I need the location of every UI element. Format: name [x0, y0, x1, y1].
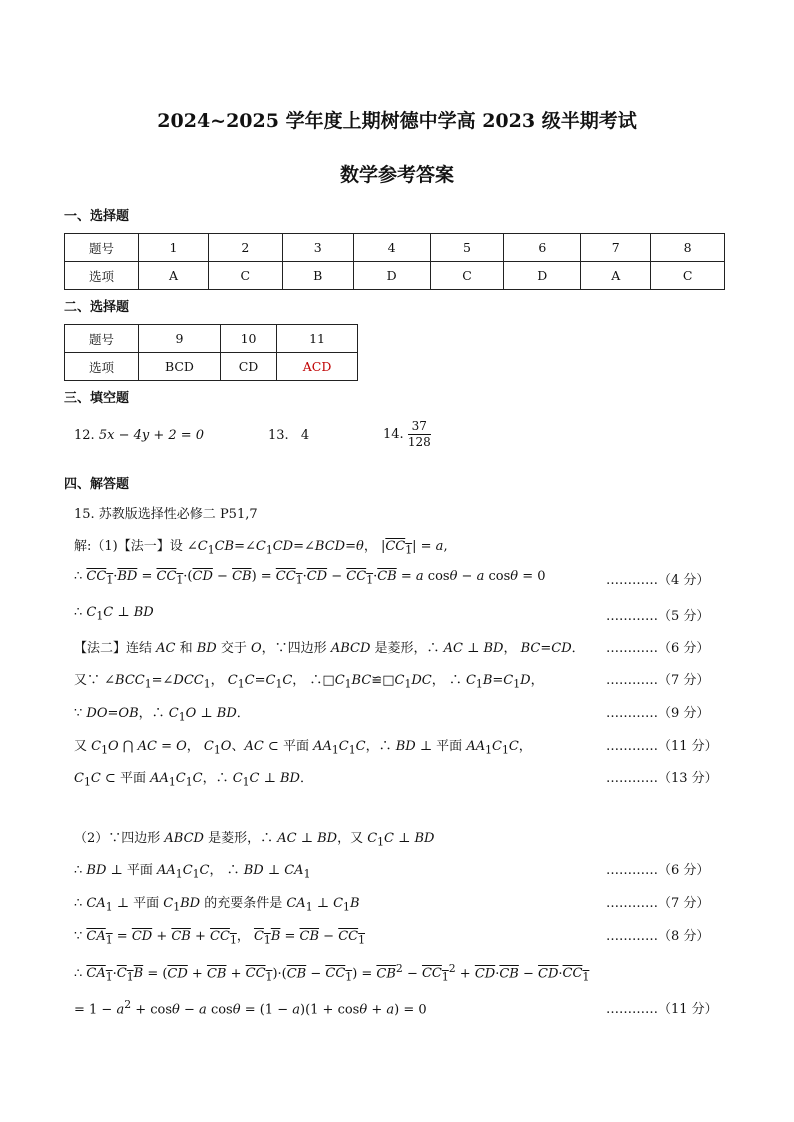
table-cell: A	[581, 262, 651, 290]
score-mark: …………（4 分）	[606, 573, 710, 588]
score-mark: …………（11 分）	[606, 739, 718, 754]
answer-value: 4	[300, 428, 310, 443]
table-cell: 3	[282, 234, 353, 262]
question-number: 14.	[383, 427, 404, 442]
table-cell: BCD	[139, 353, 221, 381]
section-heading-choice: 一、选择题	[64, 209, 130, 224]
section-heading-fill-blank: 三、填空题	[64, 391, 130, 406]
table-cell: C	[651, 262, 725, 290]
answer-14	[383, 419, 431, 450]
table-cell: CD	[220, 353, 276, 381]
denominator: 128	[407, 435, 431, 449]
question-number: 13.	[268, 428, 289, 443]
score-mark: …………（6 分）	[606, 863, 710, 878]
solution-line: ∵ $CA_1 = \overline{CD} + \overline{CB} + CC_1$， $C_1B = \overline{CB} - CC_1$	[74, 929, 366, 947]
score-mark: …………（5 分）	[606, 609, 710, 624]
fraction	[408, 419, 431, 450]
table-cell: D	[353, 262, 430, 290]
solution-line: ∵ DO=OB，∴ $C_1O$ ⊥ BD．	[74, 706, 250, 724]
solution-line: 【法二】连结 AC 和 BD 交于 O，∵四边形 ABCD 是菱形，∴ AC ⊥ BD， BC=CD．	[74, 641, 585, 656]
solution-line: 又 $C_1O$ ⋂ AC = O， $C_1O$、AC ⊂ 平面 $AA_1C_1C$，∴ BD ⊥ 平面 $AA_1C_1C$，	[74, 739, 532, 757]
solution-line: ∴ BD ⊥ 平面 $AA_1C_1C$， ∴ BD ⊥ $CA_1$	[74, 863, 311, 881]
answer-12	[74, 428, 204, 443]
table-cell: 9	[139, 325, 221, 353]
table-cell: 6	[504, 234, 581, 262]
table-cell: 选项	[65, 353, 139, 381]
page-title: 2024~2025 学年度上期树德中学高 2023 级半期考试	[157, 110, 637, 132]
answer-value: 5x − 4y + 2 = 0	[98, 428, 205, 443]
section-heading-multi-choice: 二、选择题	[64, 300, 130, 315]
score-mark: …………（7 分）	[606, 896, 710, 911]
table-cell: 10	[220, 325, 276, 353]
solution-line: = $1 - a^2 + \cos\theta - a$ cosθ = (1 − a)(1 + cosθ + a) = 0	[74, 998, 427, 1018]
section-heading-solutions: 四、解答题	[64, 477, 130, 492]
table-cell: 题号	[65, 325, 139, 353]
table-cell: A	[139, 262, 209, 290]
score-mark: …………（6 分）	[606, 641, 710, 656]
table-cell: D	[504, 262, 581, 290]
solution-line: 解:（1)【法一】设 $\angle C_1CB=\angle C_1CD=\angle BCD=\theta$， $|CC_1| = a$,	[74, 539, 448, 557]
table-cell: 题号	[65, 234, 139, 262]
table-cell: B	[282, 262, 353, 290]
table-cell-highlighted: ACD	[277, 353, 358, 381]
table-cell: 8	[651, 234, 725, 262]
table-cell: 1	[139, 234, 209, 262]
score-mark: …………（9 分）	[606, 706, 710, 721]
solution-line: ∴ $CC_1\cdot\overline{BD} = CC_1\cdot(\overline{CD} - \overline{CB}) = CC_1\cdot\overline{CD} - CC_1\cdot\overline{CB} = a$ cosθ − a cosθ = 0	[74, 569, 546, 587]
score-mark: …………（7 分）	[606, 673, 710, 688]
table-cell: 7	[581, 234, 651, 262]
score-mark: …………（8 分）	[606, 929, 710, 944]
score-mark: …………（11 分）	[606, 1002, 718, 1017]
multi-choice-answer-table	[64, 324, 358, 381]
choice-answer-table	[64, 233, 725, 290]
solution-line: ∴ $CA_1$ ⊥ 平面 $C_1BD$ 的充要条件是 $CA_1$ ⊥ $C_1B$	[74, 896, 360, 914]
table-row	[65, 234, 725, 262]
q15-source: 15. 苏教版选择性必修二 P51,7	[74, 507, 258, 522]
solution-line: ∴ $C_1C$ ⊥ BD	[74, 605, 154, 623]
table-row	[65, 353, 358, 381]
score-mark: …………（13 分）	[606, 771, 718, 786]
solution-line: ∴ $CA_1\cdot C_1B = (\overline{CD} + \overline{CB} + CC_1)\cdot(\overline{CB} - CC_1) = \overline{CB}^2 - CC_1^2 + \overline{CD}\cdot\overline{CB} - \overline{CD}\cdot CC_1$	[74, 962, 590, 984]
solution-line: （2）∵四边形 ABCD 是菱形，∴ AC ⊥ BD，又 $C_1C$ ⊥ BD	[74, 831, 435, 849]
table-cell: 5	[430, 234, 504, 262]
question-number: 12.	[74, 428, 95, 443]
table-cell: 选项	[65, 262, 139, 290]
table-cell: 11	[277, 325, 358, 353]
numerator: 37	[408, 419, 431, 435]
page-subtitle: 数学参考答案	[339, 164, 454, 186]
table-row	[65, 325, 358, 353]
table-cell: 4	[353, 234, 430, 262]
table-row	[65, 262, 725, 290]
solution-line: $C_1C$ ⊂ 平面 $AA_1C_1C$，∴ $C_1C$ ⊥ BD．	[74, 771, 313, 789]
table-cell: 2	[208, 234, 282, 262]
table-cell: C	[430, 262, 504, 290]
table-cell: C	[208, 262, 282, 290]
solution-line: 又∵ $\angle BCC_1=\angle DCC_1$， $C_1C=C_1C$， $\therefore□C_1BC≌□C_1DC$， ∴ $C_1B=C_1D$，	[74, 673, 544, 691]
answer-13	[268, 428, 309, 443]
